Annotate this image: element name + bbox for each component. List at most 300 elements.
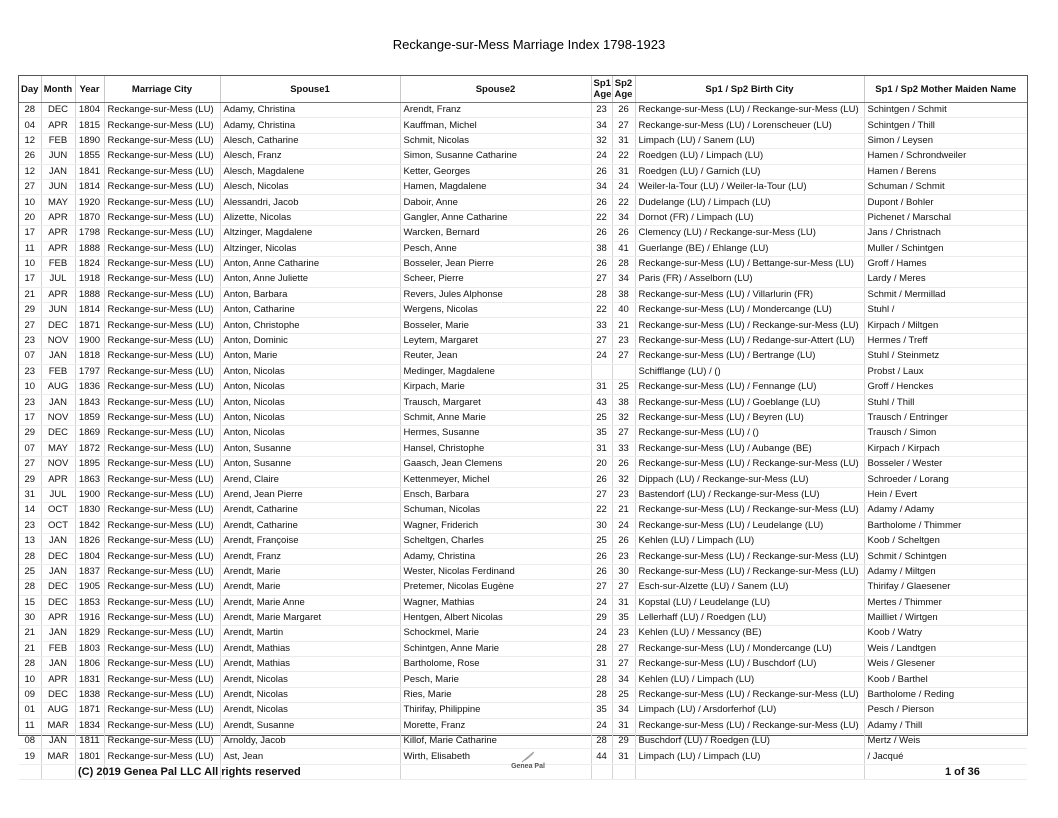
cell-mother-maiden-name: Trausch / Entringer [864,410,1027,425]
cell-mother-maiden-name: Groff / Hames [864,256,1027,271]
cell-sp2-age: 38 [612,287,635,302]
cell-year: 1836 [75,380,104,395]
cell-marriage-city: Reckange-sur-Mess (LU) [104,241,220,256]
cell-month: DEC [41,426,75,441]
cell-marriage-city: Reckange-sur-Mess (LU) [104,549,220,564]
cell-spouse1: Arendt, Nicolas [220,672,400,687]
cell-spouse1: Arendt, Nicolas [220,687,400,702]
column-header-year: Year [75,76,104,103]
cell-marriage-city: Reckange-sur-Mess (LU) [104,657,220,672]
cell-marriage-city: Reckange-sur-Mess (LU) [104,226,220,241]
cell-spouse2: Schmit, Anne Marie [400,410,591,425]
cell-spouse1: Arendt, Marie [220,580,400,595]
cell-spouse2: Simon, Susanne Catharine [400,149,591,164]
cell-sp2-age: 27 [612,349,635,364]
cell-month: JAN [41,395,75,410]
cell-sp2-age: 31 [612,749,635,764]
cell-birth-city: Reckange-sur-Mess (LU) / Bettange-sur-Mess (LU) [635,256,864,271]
cell-spouse2: Scheer, Pierre [400,272,591,287]
cell-mother-maiden-name: Schintgen / Thill [864,118,1027,133]
cell-year: 1806 [75,657,104,672]
cell-month: JUN [41,179,75,194]
table-row [19,487,1027,502]
cell-spouse2: Revers, Jules Alphonse [400,287,591,302]
cell-birth-city: Reckange-sur-Mess (LU) / Villarlurin (FR) [635,287,864,302]
logo-text: Genea Pal [511,763,545,770]
cell-mother-maiden-name: Hermes / Treff [864,333,1027,348]
cell-sp1-age: 28 [591,687,612,702]
cell-sp2-age: 31 [612,164,635,179]
table-row [19,179,1027,194]
column-header-sp2-age [612,76,635,103]
cell-month: DEC [41,687,75,702]
cell-year: 1804 [75,549,104,564]
cell-sp2-age: 38 [612,395,635,410]
table-row [19,241,1027,256]
cell-spouse1: Alesch, Magdalene [220,164,400,179]
cell-sp2-age: 27 [612,426,635,441]
cell-mother-maiden-name: Thirifay / Glaesener [864,580,1027,595]
cell-marriage-city: Reckange-sur-Mess (LU) [104,426,220,441]
cell-birth-city: Reckange-sur-Mess (LU) / Mondercange (LU) [635,303,864,318]
sp1-age-label-line1: Sp1 [593,78,611,89]
cell-birth-city: Weiler-la-Tour (LU) / Weiler-la-Tour (LU) [635,179,864,194]
sp2-age-label-line1: Sp2 [614,78,633,89]
cell-spouse1: Arendt, Franz [220,549,400,564]
cell-month: MAR [41,718,75,733]
cell-year: 1826 [75,533,104,548]
cell-spouse2: Wirth, Elisabeth [400,749,591,764]
cell-day: 31 [19,487,41,502]
cell-month: FEB [41,364,75,379]
cell-sp2-age: 41 [612,241,635,256]
table-row [19,533,1027,548]
cell-day: 26 [19,149,41,164]
cell-sp2-age: 29 [612,734,635,749]
cell-mother-maiden-name: Hamen / Schrondweiler [864,149,1027,164]
cell-mother-maiden-name: Trausch / Simon [864,426,1027,441]
cell-marriage-city: Reckange-sur-Mess (LU) [104,210,220,225]
table-row [19,657,1027,672]
cell-year: 1842 [75,518,104,533]
cell-spouse2: Trausch, Margaret [400,395,591,410]
cell-mother-maiden-name: Koob / Watry [864,626,1027,641]
cell-year: 1837 [75,564,104,579]
cell-marriage-city: Reckange-sur-Mess (LU) [104,641,220,656]
cell-birth-city: Bastendorf (LU) / Reckange-sur-Mess (LU) [635,487,864,502]
empty-cell [41,764,75,779]
cell-month: JUL [41,272,75,287]
cell-day: 30 [19,610,41,625]
cell-birth-city: Esch-sur-Alzette (LU) / Sanem (LU) [635,580,864,595]
cell-sp1-age: 27 [591,272,612,287]
table-row [19,641,1027,656]
cell-month: APR [41,672,75,687]
cell-sp2-age: 34 [612,272,635,287]
cell-spouse1: Arendt, Catharine [220,503,400,518]
cell-birth-city: Dudelange (LU) / Limpach (LU) [635,195,864,210]
page-title: Reckange-sur-Mess Marriage Index 1798-1923 [392,37,666,52]
cell-month: JUL [41,487,75,502]
cell-marriage-city: Reckange-sur-Mess (LU) [104,518,220,533]
cell-sp1-age: 38 [591,241,612,256]
cell-sp2-age: 30 [612,564,635,579]
table-row [19,272,1027,287]
cell-month: JAN [41,626,75,641]
cell-marriage-city: Reckange-sur-Mess (LU) [104,318,220,333]
cell-day: 12 [19,133,41,148]
cell-sp1-age: 27 [591,333,612,348]
cell-sp1-age: 44 [591,749,612,764]
cell-mother-maiden-name: Adamy / Miltgen [864,564,1027,579]
table-row [19,672,1027,687]
cell-sp2-age: 21 [612,503,635,518]
cell-sp1-age: 26 [591,549,612,564]
cell-spouse1: Anton, Barbara [220,287,400,302]
cell-month: APR [41,241,75,256]
cell-spouse2: Hentgen, Albert Nicolas [400,610,591,625]
cell-month: FEB [41,641,75,656]
cell-marriage-city: Reckange-sur-Mess (LU) [104,503,220,518]
cell-day: 14 [19,503,41,518]
cell-mother-maiden-name: Lardy / Meres [864,272,1027,287]
cell-spouse2: Ries, Marie [400,687,591,702]
cell-sp2-age: 23 [612,487,635,502]
cell-spouse1: Anton, Anne Juliette [220,272,400,287]
table-row [19,164,1027,179]
cell-mother-maiden-name: Bosseler / Wester [864,456,1027,471]
empty-cell [635,764,864,779]
cell-spouse2: Gaasch, Jean Clemens [400,456,591,471]
table-row [19,441,1027,456]
cell-spouse2: Schockmel, Marie [400,626,591,641]
cell-spouse1: Arendt, Susanne [220,718,400,733]
cell-spouse1: Altzinger, Nicolas [220,241,400,256]
cell-year: 1853 [75,595,104,610]
cell-spouse1: Adamy, Christina [220,118,400,133]
cell-year: 1871 [75,703,104,718]
column-header-spouse2: Spouse2 [400,76,591,103]
cell-month: JAN [41,164,75,179]
cell-year: 1814 [75,303,104,318]
cell-spouse1: Anton, Nicolas [220,380,400,395]
cell-birth-city: Roedgen (LU) / Limpach (LU) [635,149,864,164]
cell-birth-city: Reckange-sur-Mess (LU) / Fennange (LU) [635,380,864,395]
cell-sp1-age: 25 [591,533,612,548]
cell-sp1-age: 24 [591,718,612,733]
column-header-spouse1: Spouse1 [220,76,400,103]
cell-year: 1815 [75,118,104,133]
cell-year: 1803 [75,641,104,656]
cell-sp2-age: 35 [612,610,635,625]
cell-mother-maiden-name: Schintgen / Schmit [864,103,1027,118]
cell-day: 29 [19,303,41,318]
cell-year: 1870 [75,210,104,225]
table-row [19,410,1027,425]
cell-sp2-age: 31 [612,595,635,610]
cell-year: 1890 [75,133,104,148]
table-row [19,103,1027,118]
cell-spouse2: Kauffman, Michel [400,118,591,133]
cell-sp1-age: 28 [591,734,612,749]
empty-cell [612,764,635,779]
table-row [19,687,1027,702]
cell-day: 28 [19,580,41,595]
cell-birth-city: Limpach (LU) / Sanem (LU) [635,133,864,148]
cell-spouse2: Pesch, Marie [400,672,591,687]
cell-sp1-age: 33 [591,318,612,333]
cell-mother-maiden-name: Bartholome / Thimmer [864,518,1027,533]
cell-sp1-age: 28 [591,641,612,656]
cell-mother-maiden-name: Jans / Christnach [864,226,1027,241]
cell-birth-city: Kopstal (LU) / Leudelange (LU) [635,595,864,610]
cell-spouse2: Hansel, Christophe [400,441,591,456]
cell-day: 23 [19,518,41,533]
cell-sp1-age: 22 [591,210,612,225]
cell-year: 1869 [75,426,104,441]
table-row [19,318,1027,333]
cell-spouse2: Wergens, Nicolas [400,303,591,318]
feather-icon [520,751,536,763]
cell-day: 17 [19,226,41,241]
cell-sp1-age: 31 [591,657,612,672]
cell-year: 1843 [75,395,104,410]
table-row [19,349,1027,364]
cell-day: 07 [19,349,41,364]
cell-birth-city: Kehlen (LU) / Limpach (LU) [635,672,864,687]
cell-month: APR [41,118,75,133]
cell-birth-city: Reckange-sur-Mess (LU) / Mondercange (LU) [635,641,864,656]
table-row [19,133,1027,148]
cell-marriage-city: Reckange-sur-Mess (LU) [104,272,220,287]
cell-spouse2: Pesch, Anne [400,241,591,256]
cell-mother-maiden-name: Pichenet / Marschal [864,210,1027,225]
cell-birth-city: Reckange-sur-Mess (LU) / Buschdorf (LU) [635,657,864,672]
cell-year: 1859 [75,410,104,425]
cell-spouse1: Arendt, Françoise [220,533,400,548]
cell-sp2-age: 34 [612,703,635,718]
cell-day: 23 [19,395,41,410]
cell-sp1-age: 26 [591,226,612,241]
cell-month: MAR [41,749,75,764]
cell-sp2-age: 26 [612,533,635,548]
cell-marriage-city: Reckange-sur-Mess (LU) [104,441,220,456]
cell-sp1-age: 32 [591,133,612,148]
cell-year: 1888 [75,241,104,256]
cell-sp1-age: 31 [591,441,612,456]
cell-day: 08 [19,734,41,749]
cell-spouse1: Arnoldy, Jacob [220,734,400,749]
cell-birth-city: Lellerhaff (LU) / Roedgen (LU) [635,610,864,625]
cell-spouse2: Gangler, Anne Catharine [400,210,591,225]
table-row [19,564,1027,579]
cell-month: APR [41,472,75,487]
cell-sp2-age: 27 [612,118,635,133]
cell-spouse1: Arendt, Mathias [220,657,400,672]
copyright-notice: (C) 2019 Genea Pal LLC All rights reserved [78,766,301,778]
cell-marriage-city: Reckange-sur-Mess (LU) [104,703,220,718]
cell-birth-city: Guerlange (BE) / Ehlange (LU) [635,241,864,256]
cell-mother-maiden-name: Koob / Barthel [864,672,1027,687]
cell-spouse2: Ketter, Georges [400,164,591,179]
cell-year: 1804 [75,103,104,118]
cell-sp2-age: 26 [612,456,635,471]
cell-year: 1838 [75,687,104,702]
column-header-day: Day [19,76,41,103]
cell-spouse1: Alesch, Nicolas [220,179,400,194]
cell-spouse2: Wester, Nicolas Ferdinand [400,564,591,579]
cell-spouse1: Anton, Susanne [220,441,400,456]
cell-year: 1888 [75,287,104,302]
cell-month: JAN [41,734,75,749]
cell-year: 1801 [75,749,104,764]
cell-day: 23 [19,364,41,379]
cell-spouse1: Adamy, Christina [220,103,400,118]
cell-day: 04 [19,118,41,133]
cell-sp1-age: 24 [591,349,612,364]
cell-spouse2: Reuter, Jean [400,349,591,364]
cell-sp1-age: 29 [591,610,612,625]
cell-day: 27 [19,318,41,333]
sp2-age-label-line2: Age [614,89,633,100]
table-row [19,226,1027,241]
cell-day: 11 [19,241,41,256]
cell-day: 10 [19,380,41,395]
cell-sp2-age: 22 [612,149,635,164]
cell-spouse1: Anton, Christophe [220,318,400,333]
cell-spouse1: Alesch, Franz [220,149,400,164]
cell-marriage-city: Reckange-sur-Mess (LU) [104,333,220,348]
table-row [19,395,1027,410]
cell-day: 21 [19,626,41,641]
cell-marriage-city: Reckange-sur-Mess (LU) [104,533,220,548]
column-header-birth-city: Sp1 / Sp2 Birth City [635,76,864,103]
cell-sp1-age: 34 [591,179,612,194]
cell-marriage-city: Reckange-sur-Mess (LU) [104,256,220,271]
cell-sp1-age: 28 [591,287,612,302]
table-row [19,549,1027,564]
cell-year: 1798 [75,226,104,241]
cell-sp2-age: 32 [612,472,635,487]
empty-cell [400,764,591,779]
empty-cell [19,764,41,779]
cell-mother-maiden-name: Schroeder / Lorang [864,472,1027,487]
cell-day: 09 [19,687,41,702]
cell-month: NOV [41,456,75,471]
cell-sp2-age: 24 [612,518,635,533]
cell-spouse2: Ensch, Barbara [400,487,591,502]
cell-sp2-age: 32 [612,410,635,425]
cell-spouse1: Anton, Dominic [220,333,400,348]
cell-month: APR [41,210,75,225]
cell-day: 17 [19,410,41,425]
cell-mother-maiden-name: Hein / Evert [864,487,1027,502]
cell-sp2-age: 34 [612,210,635,225]
cell-sp1-age: 24 [591,626,612,641]
cell-sp2-age: 21 [612,318,635,333]
cell-spouse2: Morette, Franz [400,718,591,733]
cell-birth-city: Dornot (FR) / Limpach (LU) [635,210,864,225]
table-row [19,626,1027,641]
cell-birth-city: Reckange-sur-Mess (LU) / Reckange-sur-Mess (LU) [635,318,864,333]
cell-mother-maiden-name: Pesch / Pierson [864,703,1027,718]
table-header-row [19,76,1027,103]
cell-day: 28 [19,657,41,672]
cell-spouse2: Hermes, Susanne [400,426,591,441]
cell-day: 01 [19,703,41,718]
cell-sp1-age: 27 [591,580,612,595]
cell-spouse2: Leytem, Margaret [400,333,591,348]
cell-month: APR [41,226,75,241]
cell-sp1-age: 26 [591,472,612,487]
cell-day: 10 [19,672,41,687]
cell-spouse2: Pretemer, Nicolas Eugène [400,580,591,595]
cell-birth-city: Reckange-sur-Mess (LU) / () [635,426,864,441]
cell-spouse1: Anton, Susanne [220,456,400,471]
table-row [19,303,1027,318]
cell-day: 07 [19,441,41,456]
cell-year: 1797 [75,364,104,379]
cell-marriage-city: Reckange-sur-Mess (LU) [104,179,220,194]
cell-spouse2: Bosseler, Jean Pierre [400,256,591,271]
cell-spouse1: Anton, Catharine [220,303,400,318]
cell-month: DEC [41,318,75,333]
cell-birth-city: Reckange-sur-Mess (LU) / Redange-sur-Attert (LU) [635,333,864,348]
cell-birth-city: Clemency (LU) / Reckange-sur-Mess (LU) [635,226,864,241]
cell-birth-city: Kehlen (LU) / Messancy (BE) [635,626,864,641]
cell-sp1-age: 34 [591,118,612,133]
cell-year: 1824 [75,256,104,271]
cell-mother-maiden-name: Mertes / Thimmer [864,595,1027,610]
cell-sp1-age: 28 [591,672,612,687]
cell-spouse1: Ast, Jean [220,749,400,764]
cell-sp1-age: 43 [591,395,612,410]
cell-spouse2: Wagner, Friderich [400,518,591,533]
cell-month: FEB [41,133,75,148]
cell-sp2-age: 26 [612,103,635,118]
cell-month: JUN [41,303,75,318]
cell-spouse1: Arendt, Marie [220,564,400,579]
cell-mother-maiden-name: Weis / Landtgen [864,641,1027,656]
cell-spouse2: Kirpach, Marie [400,380,591,395]
cell-sp2-age: 31 [612,133,635,148]
cell-year: 1895 [75,456,104,471]
cell-spouse1: Anton, Marie [220,349,400,364]
cell-marriage-city: Reckange-sur-Mess (LU) [104,287,220,302]
cell-spouse2: Wagner, Mathias [400,595,591,610]
cell-marriage-city: Reckange-sur-Mess (LU) [104,564,220,579]
cell-birth-city: Paris (FR) / Asselborn (LU) [635,272,864,287]
cell-month: JUN [41,149,75,164]
cell-day: 13 [19,533,41,548]
column-header-marriage-city: Marriage City [104,76,220,103]
cell-year: 1871 [75,318,104,333]
cell-month: JAN [41,533,75,548]
cell-birth-city: Dippach (LU) / Reckange-sur-Mess (LU) [635,472,864,487]
cell-sp1-age: 26 [591,256,612,271]
cell-sp2-age: 27 [612,580,635,595]
table-row [19,703,1027,718]
cell-month: JAN [41,564,75,579]
cell-spouse1: Anton, Nicolas [220,410,400,425]
cell-spouse2: Arendt, Franz [400,103,591,118]
cell-marriage-city: Reckange-sur-Mess (LU) [104,472,220,487]
cell-spouse1: Anton, Nicolas [220,364,400,379]
cell-year: 1905 [75,580,104,595]
cell-birth-city: Limpach (LU) / Arsdorferhof (LU) [635,703,864,718]
cell-sp2-age: 25 [612,687,635,702]
cell-mother-maiden-name: Schmit / Mermillad [864,287,1027,302]
